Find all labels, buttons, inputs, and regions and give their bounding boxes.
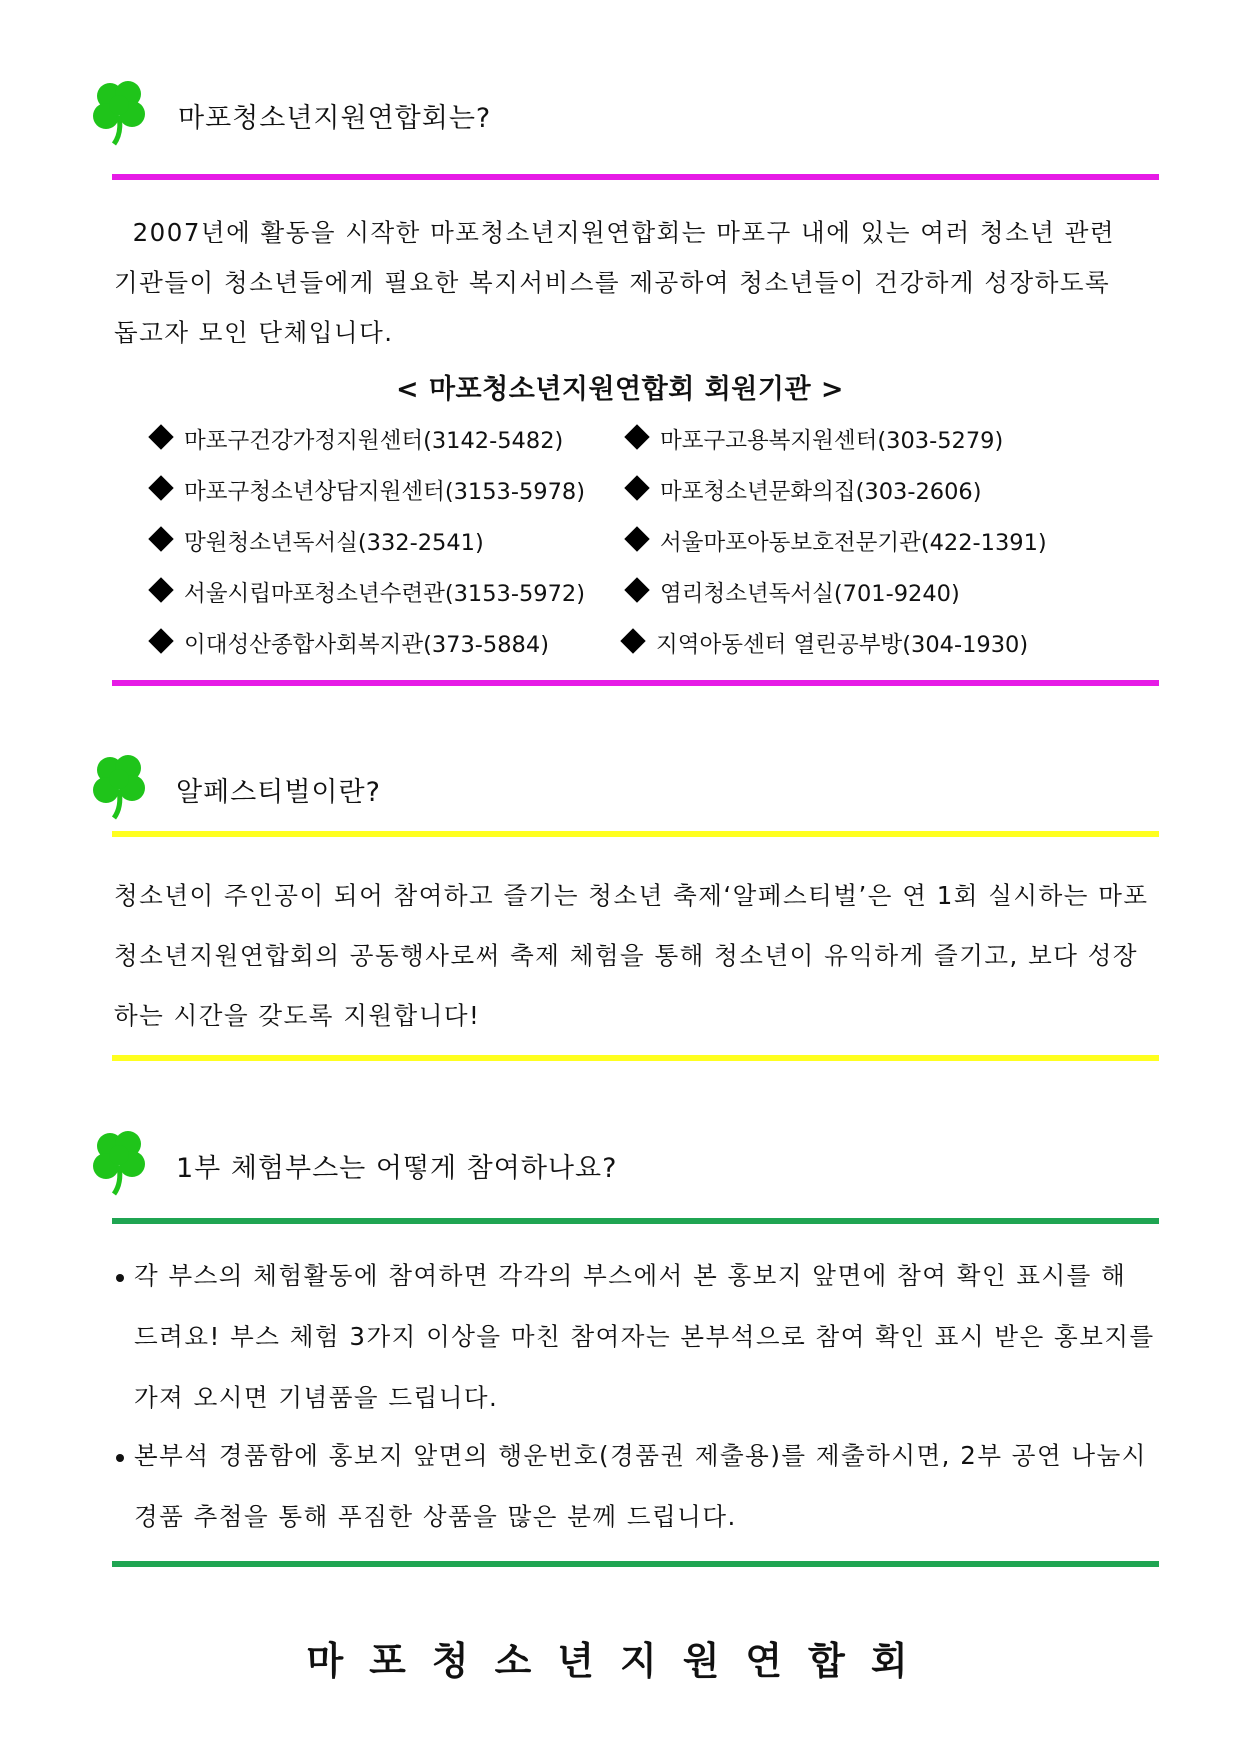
diamond-bullet-icon [148, 475, 173, 500]
intro-line-2: 기관들이 청소년들에게 필요한 복지서비스를 제공하여 청소년들이 건강하게 성장하도록 [114, 268, 1111, 297]
festival-line-3: 하는 시간을 갖도록 지원합니다! [114, 1001, 481, 1030]
diamond-bullet-icon [148, 577, 173, 602]
intro-line-1: 2007년에 활동을 시작한 마포청소년지원연합회는 마포구 내에 있는 여러 청소년 관련 [114, 218, 1116, 247]
bullet-dot-icon [116, 1274, 124, 1282]
booth-bullet2-line2: 경품 추첨을 통해 푸짐한 상품을 많은 분께 드립니다. [134, 1502, 737, 1531]
intro-line-3: 돕고자 모인 단체입니다. [114, 318, 394, 347]
festival-title: 알페스티벌이란? [176, 777, 381, 808]
yellow-divider-top [112, 831, 1159, 837]
member-item: 마포청소년문화의집(303-2606) [628, 474, 982, 506]
diamond-bullet-icon [624, 526, 649, 551]
member-item: 서울시립마포청소년수련관(3153-5972) [152, 576, 585, 608]
festival-heading [88, 752, 1148, 832]
diamond-bullet-icon [148, 628, 173, 653]
diamond-bullet-icon [624, 577, 649, 602]
booth-title: 1부 체험부스는 어떻게 참여하나요? [176, 1153, 618, 1184]
festival-paragraph [114, 866, 1149, 1046]
member-item: 지역아동센터 열린공부방(304-1930) [624, 627, 1028, 659]
booth-bullet1-line2: 드려요! 부스 체험 3가지 이상을 마친 참여자는 본부석으로 참여 확인 표시 받은 홍보지를 [134, 1322, 1155, 1351]
magenta-divider-bottom [112, 680, 1159, 686]
magenta-divider-top [112, 174, 1159, 180]
festival-line-2: 청소년지원연합회의 공동행사로써 축제 체험을 통해 청소년이 유익하게 즐기고, 보다 성장 [114, 941, 1139, 970]
member-item: 이대성산종합사회복지관(373-5884) [152, 627, 549, 659]
booth-bullet1-line3: 가져 오시면 기념품을 드립니다. [134, 1383, 499, 1412]
festival-line-1: 청소년이 주인공이 되어 참여하고 즐기는 청소년 축제‘알페스티벌’은 연 1회 실시하는 마포 [114, 881, 1149, 910]
green-divider-bottom [112, 1561, 1159, 1567]
members-title: < 마포청소년지원연합회 회원기관 > [395, 374, 845, 405]
diamond-bullet-icon [620, 628, 645, 653]
intro-paragraph [114, 208, 1124, 358]
clover-icon [88, 752, 152, 822]
diamond-bullet-icon [624, 424, 649, 449]
green-divider-top [112, 1218, 1159, 1224]
booth-bullet2-line1: 본부석 경품함에 홍보지 앞면의 행운번호(경품권 제출용)를 제출하시면, 2부 공연 나눔시 [134, 1441, 1147, 1470]
member-item: 염리청소년독서실(701-9240) [628, 576, 960, 608]
footer-org-name: 마포청소년지원연합회 [306, 1639, 934, 1683]
member-item: 마포구건강가정지원센터(3142-5482) [152, 423, 563, 455]
clover-icon [88, 78, 152, 148]
member-item: 마포구고용복지원센터(303-5279) [628, 423, 1003, 455]
clover-icon [88, 1128, 152, 1198]
member-item: 마포구청소년상담지원센터(3153-5978) [152, 474, 585, 506]
booth-bullet1-line1: 각 부스의 체험활동에 참여하면 각각의 부스에서 본 홍보지 앞면에 참여 확인 표시를 해 [134, 1261, 1127, 1290]
member-item: 망원청소년독서실(332-2541) [152, 525, 484, 557]
intro-title: 마포청소년지원연합회는? [178, 103, 492, 134]
intro-heading [88, 78, 1148, 158]
bullet-dot-icon [116, 1454, 124, 1462]
booth-heading [88, 1128, 1148, 1208]
diamond-bullet-icon [624, 475, 649, 500]
member-item: 서울마포아동보호전문기관(422-1391) [628, 525, 1047, 557]
diamond-bullet-icon [148, 424, 173, 449]
yellow-divider-bottom [112, 1055, 1159, 1061]
diamond-bullet-icon [148, 526, 173, 551]
